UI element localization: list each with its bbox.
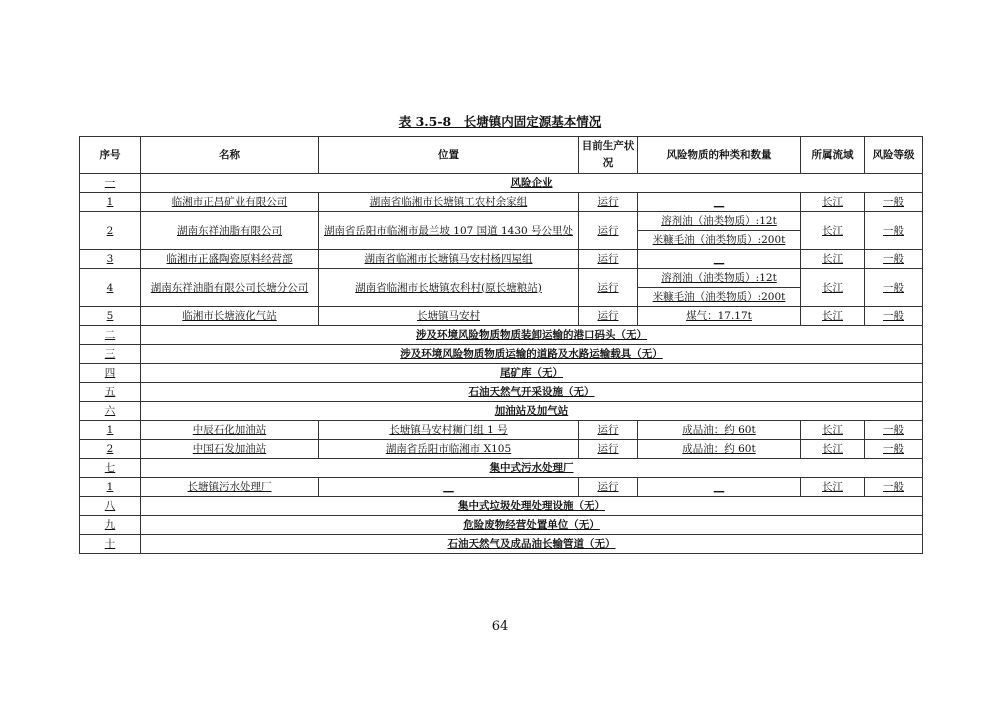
row-id: 1 xyxy=(80,421,141,440)
row-name: 湖南东祥油脂有限公司 xyxy=(141,212,319,250)
row-name: 临湘市正昌矿业有限公司 xyxy=(141,193,319,212)
page-number: 64 xyxy=(491,619,509,634)
row-name: 长塘镇污水处理厂 xyxy=(141,478,319,497)
section-title: 石油天然气开采设施（无） xyxy=(141,383,923,402)
section-title: 涉及环境风险物质物质装卸运输的港口码头（无） xyxy=(141,326,923,345)
section-number: 九 xyxy=(80,516,141,535)
row-level: 一般 xyxy=(865,269,923,307)
section-row xyxy=(80,383,923,402)
section-row xyxy=(80,497,923,516)
row-basin: 长江 xyxy=(801,421,865,440)
row-name: 临湘市正盛陶瓷原料经营部 xyxy=(141,250,319,269)
row-location: 湖南省岳阳市临湘市最兰坡 107 国道 1430 号公里处 xyxy=(319,212,579,250)
row-basin: 长江 xyxy=(801,212,865,250)
row-status: 运行 xyxy=(579,478,638,497)
row-id: 3 xyxy=(80,250,141,269)
row-level: 一般 xyxy=(865,212,923,250)
section-row xyxy=(80,364,923,383)
row-level: 一般 xyxy=(865,440,923,459)
header-cell-level: 风险等级 xyxy=(865,137,923,174)
section-title: 加油站及加气站 xyxy=(141,402,923,421)
row-substance: __ xyxy=(638,478,801,497)
row-status: 运行 xyxy=(579,307,638,326)
section-title: 危险废物经营处置单位（无） xyxy=(141,516,923,535)
row-status: 运行 xyxy=(579,440,638,459)
row-name: 中国石发加油站 xyxy=(141,440,319,459)
section-row xyxy=(80,402,923,421)
section-row xyxy=(80,516,923,535)
section-number: 十 xyxy=(80,535,141,554)
row-substance: 米糠毛油（油类物质）:200t xyxy=(638,288,801,307)
row-id: 1 xyxy=(80,478,141,497)
header-cell-status: 目前生产状况 xyxy=(579,137,638,174)
row-id: 2 xyxy=(80,212,141,250)
row-substance: 溶剂油（油类物质）:12t xyxy=(638,269,801,288)
row-basin: 长江 xyxy=(801,307,865,326)
row-basin: 长江 xyxy=(801,440,865,459)
fixed-source-table xyxy=(79,136,923,554)
row-status: 运行 xyxy=(579,212,638,250)
section-number: 四 xyxy=(80,364,141,383)
section-number: 八 xyxy=(80,497,141,516)
row-basin: 长江 xyxy=(801,478,865,497)
row-substance: __ xyxy=(638,193,801,212)
table-row xyxy=(80,269,923,288)
header-cell-basin: 所属流域 xyxy=(801,137,865,174)
table-title: 表 3.5-8 长塘镇内固定源基本情况 xyxy=(398,114,602,129)
section-row xyxy=(80,345,923,364)
row-location: 长塘镇马安村狮门组 1 号 xyxy=(319,421,579,440)
header-cell-location: 位置 xyxy=(319,137,579,174)
header-cell-id: 序号 xyxy=(80,137,141,174)
row-substance: 成品油：约 60t xyxy=(638,440,801,459)
row-location: 湖南省临湘市长塘镇农科村(原长塘粮站) xyxy=(319,269,579,307)
row-level: 一般 xyxy=(865,478,923,497)
row-id: 5 xyxy=(80,307,141,326)
section-number: 六 xyxy=(80,402,141,421)
row-id: 2 xyxy=(80,440,141,459)
row-location: __ xyxy=(319,478,579,497)
row-substance: 成品油：约 60t xyxy=(638,421,801,440)
header-cell-name: 名称 xyxy=(141,137,319,174)
table-row xyxy=(80,307,923,326)
row-id: 1 xyxy=(80,193,141,212)
row-basin: 长江 xyxy=(801,250,865,269)
section-title: 石油天然气及成品油长输管道（无） xyxy=(141,535,923,554)
row-location: 湖南省临湘市长塘镇马安村杨四屋组 xyxy=(319,250,579,269)
section-row xyxy=(80,174,923,193)
header-row xyxy=(80,137,923,174)
section-row xyxy=(80,326,923,345)
section-number: 三 xyxy=(80,345,141,364)
row-level: 一般 xyxy=(865,421,923,440)
section-row xyxy=(80,459,923,478)
section-number: 五 xyxy=(80,383,141,402)
table-row xyxy=(80,440,923,459)
section-title: 集中式污水处理厂 xyxy=(141,459,923,478)
section-title: 涉及环境风险物质物质运输的道路及水路运输载具（无） xyxy=(141,345,923,364)
header-cell-substance: 风险物质的种类和数量 xyxy=(638,137,801,174)
row-basin: 长江 xyxy=(801,193,865,212)
table-row xyxy=(80,421,923,440)
row-level: 一般 xyxy=(865,250,923,269)
row-substance: 煤气：17.17t xyxy=(638,307,801,326)
section-title: 集中式垃圾处理处理设施（无） xyxy=(141,497,923,516)
row-substance: __ xyxy=(638,250,801,269)
table-row xyxy=(80,478,923,497)
section-row xyxy=(80,535,923,554)
section-title: 尾矿库（无） xyxy=(141,364,923,383)
row-name: 临湘市长塘液化气站 xyxy=(141,307,319,326)
section-number: 一 xyxy=(80,174,141,193)
table-row xyxy=(80,250,923,269)
row-status: 运行 xyxy=(579,193,638,212)
row-name: 中辰石化加油站 xyxy=(141,421,319,440)
row-basin: 长江 xyxy=(801,269,865,307)
section-number: 二 xyxy=(80,326,141,345)
row-status: 运行 xyxy=(579,421,638,440)
row-location: 长塘镇马安村 xyxy=(319,307,579,326)
section-title: 风险企业 xyxy=(141,174,923,193)
section-number: 七 xyxy=(80,459,141,478)
row-location: 湖南省临湘市长塘镇工农村余家组 xyxy=(319,193,579,212)
table-row xyxy=(80,212,923,231)
row-substance: 溶剂油（油类物质）:12t xyxy=(638,212,801,231)
table-row xyxy=(80,193,923,212)
row-status: 运行 xyxy=(579,250,638,269)
row-name: 湖南东祥油脂有限公司长塘分公司 xyxy=(141,269,319,307)
row-location: 湖南省岳阳市临湘市 X105 xyxy=(319,440,579,459)
row-level: 一般 xyxy=(865,307,923,326)
row-substance: 米糠毛油（油类物质）:200t xyxy=(638,231,801,250)
row-id: 4 xyxy=(80,269,141,307)
row-status: 运行 xyxy=(579,269,638,307)
row-level: 一般 xyxy=(865,193,923,212)
